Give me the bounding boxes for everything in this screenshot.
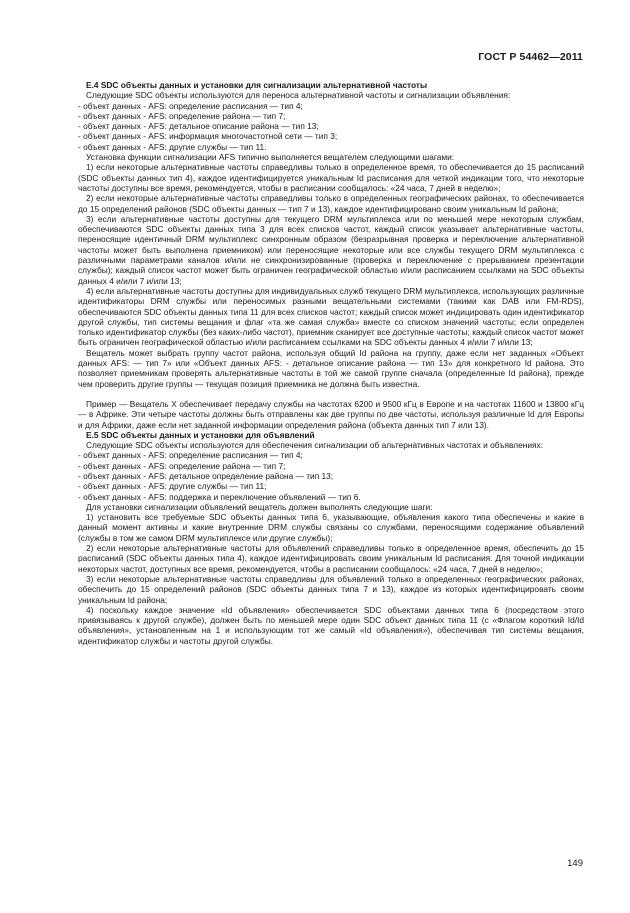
step-paragraph: 1) установить все требуемые SDC объекты данных типа 6, указывающие, объявления какого типа обеспечены и какие в данный момент активны и какие внутренние DRM службы связаны со службами, переносящими содержание объявлений (службы в том же самом DRM мультиплексе или другие службы); (78, 512, 584, 543)
list-item: - объект данных - AFS: другие службы — тип 11; (78, 481, 267, 492)
step-paragraph: 4) поскольку каждое значение «Id объявления» обеспечивается SDC объектами данных типа 6 (посредством этого привязываясь к другой службе), должен быть по меньшей мере один SDC объект данных типа 11 (с «Флагом короткий Id/Id объявления», установленным на 1 и использующим тот же самый «Id объявления»), обеспечивая тип системы вещания, идентификатор службы и частоты другой службы. (78, 604, 584, 646)
example-paragraph: Пример — Вещатель X обеспечивает передачу службы на частотах 6200 и 9500 кГц в Европе и на частотах 11600 и 13800 кГц — в Африке. Эти четыре частоты должны быть отправлены как две группы по две частоты, используя различные Id для Европы и для Африки, даже если нет заданной информации определения района (объекта данных тип 7 или 13). (78, 398, 584, 430)
section-e5-intro: Следующие SDC объекты используются для обеспечения сигнализации об альтернативных частотах и объявлениях: (86, 440, 544, 451)
page-content (78, 80, 584, 646)
list-item: - объект данных - AFS: определение района — тип 7; (78, 460, 286, 471)
step-paragraph: 1) если некоторые альтернативные частоты справедливы только в определенное время, то обеспечивается до 15 расписаний (SDC объекты данных тип 4), каждое идентифицируется уникальным Id расписания для четкой индикации того, что некоторые частоты доступны все время, рекомендуется, чтобы в расписании сообщалось: «24 часа, 7 дней в неделю»; (78, 162, 584, 193)
step-paragraph: 3) если альтернативные частоты доступны для текущего DRM мультиплекса или по меньшей мере некоторым службам, обеспечиваются SDC объекты данных типа 3 для всех списков частот, каждый список указывает альтернативные частоты, переносящие идентичный DRM мультиплекс синхронным образом (безразрывная проверка и переключение альтернативной частоты может быть выполнена приемником) или переносящие некоторые или все службы текущего DRM мультиплекса с различными параметрами каналов и/или не синхронизированные (проверка и переключение с прерыванием презентации службы); каждый список частот может быть ограничен географической областью и/или расписанием ссылками на SDC объекты данных 4 и/или 7 и/или 13; (78, 213, 584, 286)
step-paragraph: 2) если некоторые альтернативные частоты для объявлений справедливы только в определенное время, обеспечить до 15 расписаний (SDC объекты данных типа 4), каждое идентифицировать своим уникальным Id расписания. Для точной индикации некоторых частот, доступных все время, рекомендуется, чтобы в расписании сообщалось: «24 часа, 7 дней в неделю»; (78, 543, 584, 574)
step-paragraph: 4) если альтернативные частоты доступны для индивидуальных служб текущего DRM мультиплекса, использующих различные идентификаторы DRM службы или переносимых разными вещательными системами (такими как DAB или FM-RDS), обеспечиваются SDC объекты данных типа 11 для всех списков частот; каждый список может индицировать один идентификатор другой службы, тип системы вещания и флаг «та же самая служба» вместе со списком значений частоты; если определен только идентификатор службы (без каких-либо частот), приемник сканирует все доступные частоты; каждый список частот может быть ограничен географической областью и/или расписанием ссылками на SDC объекты данных 4 и/или 7 и/или 13; (78, 285, 584, 348)
section-e4-intro: Следующие SDC объекты используются для переноса альтернативной частоты и сигнализации объявления: (86, 90, 511, 101)
step-paragraph: 3) если некоторые альтернативные частоты справедливы для объявлений только в определенных географических районах, обеспечить до 15 определений районов (SDC объекты данных типа 7 и 13), каждое из которых идентифицировать своим уникальным Id района; (78, 573, 584, 605)
list-item: - объект данных - AFS: определение расписания — тип 4; (78, 450, 303, 461)
section-e5-steps-intro: Для установки сигнализации объявлений вещатель должен выполнять следующие шаги: (86, 501, 433, 512)
section-e4-heading: E.4 SDC объекты данных и установки для сигнализации альтернативной частоты (86, 80, 428, 90)
group-note: Вещатель может выбрать группу частот района, используя общий Id района на группу, даже если нет заданных «Объект данных AFS: — тип 7» или «Объект данных AFS: - детальное описание района — тип 13» для конкретного Id района. Это позволяет приемникам проверять альтернативные частоты в той же самой группе сначала (определенные Id района), прежде чем проверить другие группы — текущая позиция приемника не должна быть известна. (78, 347, 584, 389)
list-item: - объект данных - AFS: поддержка и переключение объявлений — тип 6. (78, 491, 361, 502)
document-code: ГОСТ Р 54462—2011 (478, 51, 583, 63)
list-item: - объект данных - AFS: детальное описание района — тип 13; (78, 121, 319, 132)
list-item: - объект данных - AFS: детальное определение района — тип 13; (78, 470, 334, 481)
list-item: - объект данных - AFS: определение расписания — тип 4; (78, 100, 303, 111)
list-item: - объект данных - AFS: информация многочастотной сети — тип 3; (78, 131, 338, 142)
list-item: - объект данных - AFS: другие службы — тип 11. (78, 141, 267, 152)
step-paragraph: 2) если некоторые альтернативные частоты справедливы только в определенных географических районах, то обеспечивается до 15 определений районов (SDC объекты данных — тип 7 и 13), каждое идентифицировано своим уникальным Id района; (78, 193, 584, 214)
section-e4-steps-intro: Установка функции сигнализации AFS типично выполняется вещателем следующими шагами: (86, 152, 455, 163)
spacer (78, 389, 584, 399)
section-e5-heading: E.5 SDC объекты данных и установки для объявлений (86, 429, 315, 440)
page-number: 149 (567, 858, 583, 869)
list-item: - объект данных - AFS: определение района — тип 7; (78, 110, 286, 121)
